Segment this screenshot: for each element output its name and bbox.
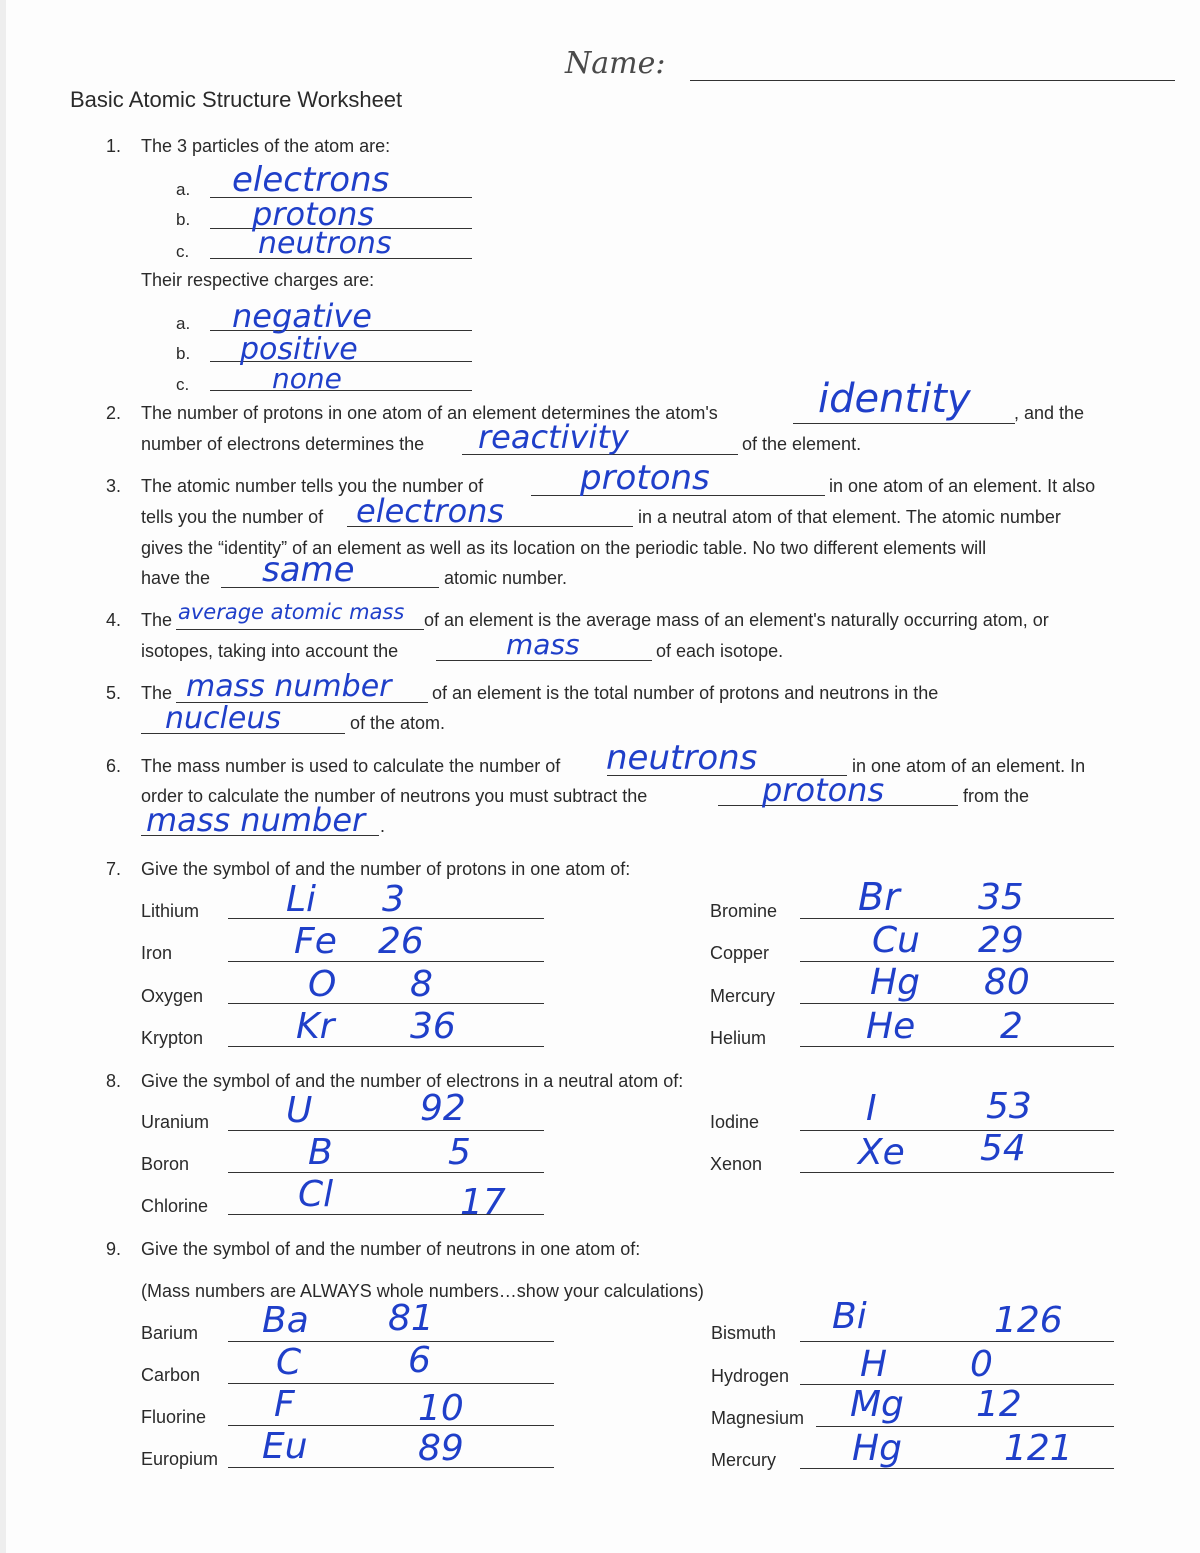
q8-element-boron: Boron (141, 1154, 190, 1174)
q8-value-xe: 54 (980, 1128, 1026, 1169)
q9-value-eu: 89 (418, 1428, 464, 1469)
q5-number: 5. (106, 683, 122, 703)
q4-text-3: isotopes, taking into account the (141, 641, 399, 661)
q1-number: 1. (106, 136, 122, 156)
q3-text-1: The atomic number tells you the number of (141, 476, 484, 496)
q8-symbol-cl: Cl (298, 1174, 334, 1215)
q7-element-mercury: Mercury (710, 986, 776, 1006)
q9-value-mg: 12 (976, 1384, 1022, 1425)
q7-value-he: 2 (1000, 1006, 1023, 1047)
answer-line (228, 1172, 544, 1173)
q4-answer-mass: mass (506, 628, 580, 661)
q3-answer-same: same (262, 550, 355, 590)
q4-answer-average-atomic-mass: average atomic mass (178, 600, 405, 624)
q8-element-chlorine: Chlorine (141, 1196, 209, 1216)
answer-line (228, 1003, 544, 1004)
q5-text-3: of the atom. (350, 713, 446, 733)
q2-text-3: number of electrons determines the (141, 434, 425, 454)
q7-symbol-o: O (308, 964, 337, 1005)
q8-value-i: 53 (986, 1086, 1032, 1127)
q1-charge-letter-a: a. (176, 314, 191, 333)
q1-answer-protons: protons (252, 195, 375, 233)
scan-edge (0, 0, 6, 1553)
answer-line (800, 918, 1114, 919)
q1-answer-none: none (272, 362, 342, 395)
q7-value-br: 35 (978, 877, 1024, 918)
q8-value-u: 92 (420, 1088, 466, 1129)
q2-text-4: of the element. (742, 434, 862, 454)
q2-text-2: , and the (1014, 403, 1085, 423)
answer-line (228, 1046, 544, 1047)
q9-symbol-ba: Ba (262, 1300, 309, 1341)
q8-element-xenon: Xenon (710, 1154, 763, 1174)
q8-value-cl: 17 (460, 1182, 506, 1223)
q7-value-fe: 26 (378, 921, 424, 962)
q9-element-mercury: Mercury (711, 1450, 777, 1470)
page-title: Basic Atomic Structure Worksheet (70, 87, 403, 112)
q7-element-lithium: Lithium (141, 901, 200, 921)
q3-text-5: gives the “identity” of an element as well as its location on the periodic table. No two different elements will (141, 538, 987, 558)
q8-symbol-b: B (308, 1132, 333, 1173)
q7-value-li: 3 (382, 879, 405, 920)
q8-symbol-i: I (866, 1088, 877, 1129)
q3-text-6: have the (141, 568, 211, 588)
q6-answer-neutrons: neutrons (606, 738, 758, 778)
q9-number: 9. (106, 1239, 122, 1259)
q7-symbol-br: Br (858, 875, 900, 919)
q7-symbol-li: Li (286, 879, 317, 920)
q3-answer-protons: protons (580, 458, 710, 498)
q3-text-7: atomic number. (444, 568, 568, 588)
q5-answer-mass-number: mass number (186, 669, 392, 704)
q8-element-iodine: Iodine (710, 1112, 760, 1132)
q7-value-o: 8 (410, 964, 433, 1005)
q7-symbol-fe: Fe (294, 921, 337, 962)
answer-line (228, 1467, 554, 1468)
q4-text-4: of each isotope. (656, 641, 784, 661)
q3-text-4: in a neutral atom of that element. The atomic number (638, 507, 1061, 527)
q1-answer-electrons: electrons (232, 160, 390, 200)
answer-line (800, 1341, 1114, 1342)
answer-line (176, 629, 424, 630)
q9-value-ba: 81 (388, 1298, 434, 1339)
q9-value-h: 0 (970, 1344, 993, 1385)
q7-element-copper: Copper (710, 943, 770, 963)
q9-element-magnesium: Magnesium (711, 1408, 805, 1428)
answer-line (793, 423, 1015, 424)
q9-value-hg: 121 (1004, 1428, 1073, 1469)
q8-value-b: 5 (448, 1132, 471, 1173)
q7-symbol-kr: Kr (296, 1006, 335, 1047)
q1-charges-prompt: Their respective charges are: (141, 270, 375, 290)
q7-symbol-cu: Cu (872, 920, 920, 961)
answer-line (800, 1003, 1114, 1004)
q9-symbol-mg: Mg (850, 1384, 904, 1425)
q9-element-carbon: Carbon (141, 1365, 201, 1385)
q1-charge-letter-b: b. (176, 344, 191, 363)
answer-line (816, 1426, 1114, 1427)
q8-prompt: Give the symbol of and the number of electrons in a neutral atom of: (141, 1071, 684, 1091)
q4-number: 4. (106, 610, 122, 630)
q7-element-bromine: Bromine (710, 901, 778, 921)
q9-symbol-c: C (276, 1342, 302, 1383)
q1-letter-c: c. (176, 242, 190, 261)
q7-value-kr: 36 (410, 1006, 456, 1047)
q7-prompt: Give the symbol of and the number of protons in one atom of: (141, 859, 631, 879)
q9-element-europium: Europium (141, 1449, 219, 1469)
q4-text-2: of an element is the average mass of an element's naturally occurring atom, or (424, 610, 1049, 630)
q7-element-oxygen: Oxygen (141, 986, 204, 1006)
q9-symbol-bi: Bi (832, 1296, 867, 1337)
q6-answer-mass-number: mass number (146, 801, 366, 839)
q9-symbol-h: H (860, 1344, 888, 1385)
q9-element-barium: Barium (141, 1323, 199, 1343)
q6-text-3: order to calculate the number of neutrons you must subtract the (141, 786, 648, 806)
q1-answer-neutrons: neutrons (258, 226, 392, 261)
q5-text-1: The (141, 683, 173, 703)
q9-symbol-eu: Eu (262, 1426, 308, 1467)
q8-element-uranium: Uranium (141, 1112, 210, 1132)
q1-charge-letter-c: c. (176, 375, 190, 394)
q1-letter-b: b. (176, 210, 191, 229)
answer-line (800, 1130, 1114, 1131)
name-line (690, 80, 1175, 81)
q9-value-f: 10 (418, 1388, 464, 1429)
q7-element-krypton: Krypton (141, 1028, 204, 1048)
q8-symbol-u: U (286, 1090, 313, 1131)
q4-text-1: The (141, 610, 173, 630)
answer-line (800, 961, 1114, 962)
q9-value-bi: 126 (994, 1300, 1063, 1341)
q1-prompt: The 3 particles of the atom are: (141, 136, 391, 156)
q3-text-3: tells you the number of (141, 507, 324, 527)
q2-answer-reactivity: reactivity (478, 418, 629, 456)
q1-answer-positive: positive (240, 332, 358, 367)
q6-text-5: . (380, 816, 386, 836)
q8-number: 8. (106, 1071, 122, 1091)
q7-symbol-he: He (866, 1006, 916, 1047)
answer-line (800, 1172, 1114, 1173)
q9-element-fluorine: Fluorine (141, 1407, 207, 1427)
q7-value-cu: 29 (978, 920, 1024, 961)
q6-text-1: The mass number is used to calculate the number of (141, 756, 561, 776)
q6-text-2: in one atom of an element. In (852, 756, 1086, 776)
q6-text-4: from the (963, 786, 1030, 806)
q7-element-iron: Iron (141, 943, 173, 963)
q7-element-helium: Helium (710, 1028, 767, 1048)
q9-note: (Mass numbers are ALWAYS whole numbers…show your calculations) (141, 1281, 704, 1301)
answer-line (800, 1046, 1114, 1047)
q9-symbol-hg: Hg (852, 1428, 902, 1469)
q7-number: 7. (106, 859, 122, 879)
q7-symbol-hg: Hg (870, 962, 920, 1003)
q7-value-hg: 80 (984, 962, 1030, 1003)
q9-prompt: Give the symbol of and the number of neutrons in one atom of: (141, 1239, 641, 1259)
q3-number: 3. (106, 476, 122, 496)
name-label: Name: (565, 46, 666, 81)
q9-value-c: 6 (408, 1340, 431, 1381)
q9-element-hydrogen: Hydrogen (711, 1366, 790, 1386)
q3-answer-electrons: electrons (356, 492, 505, 530)
q5-answer-nucleus: nucleus (165, 701, 281, 736)
q2-text-1: The number of protons in one atom of an element determines the atom's (141, 403, 718, 423)
q2-number: 2. (106, 403, 122, 423)
answer-line (228, 1130, 544, 1131)
q8-symbol-xe: Xe (858, 1132, 905, 1173)
q5-text-2: of an element is the total number of protons and neutrons in the (432, 683, 939, 703)
q6-answer-protons: protons (762, 771, 885, 809)
q2-answer-identity: identity (818, 376, 971, 422)
answer-line (800, 1384, 1114, 1385)
q3-text-2: in one atom of an element. It also (829, 476, 1096, 496)
q9-symbol-f: F (274, 1384, 295, 1425)
q1-answer-negative: negative (232, 297, 372, 335)
q9-element-bismuth: Bismuth (711, 1323, 777, 1343)
q6-number: 6. (106, 756, 122, 776)
q1-letter-a: a. (176, 180, 191, 199)
